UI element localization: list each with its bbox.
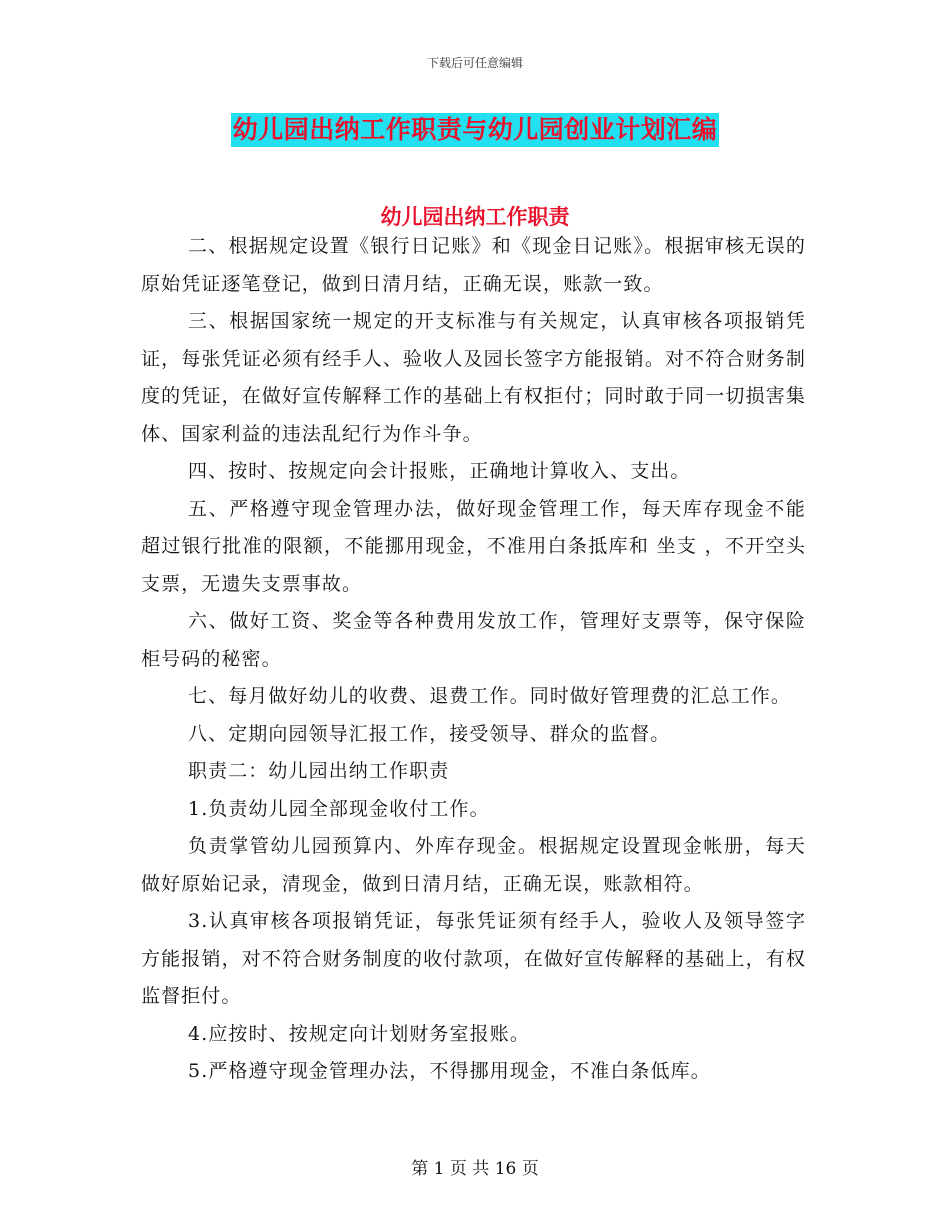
paragraph: 七、每月做好幼儿的收费、退费工作。同时做好管理费的汇总工作。 xyxy=(188,685,792,707)
paragraph: 二、根据规定设置《银行日记账》和《现金日记账》。根据审核无误的原始凭证逐笔登记，做到日清月结，正确无误，账款一致。 xyxy=(141,235,806,295)
page-footer: 第 1 页 共 16 页 xyxy=(411,1159,539,1179)
paragraph: 1.负责幼儿园全部现金收付工作。 xyxy=(188,797,490,820)
paragraph: 负责掌管幼儿园预算内、外库存现金。根据规定设置现金帐册，每天做好原始记录，清现金，做到日清月结，正确无误，账款相符。 xyxy=(141,835,806,895)
paragraph: 四、按时、按规定向会计报账，正确地计算收入、支出。 xyxy=(188,460,691,482)
paragraph: 5.严格遵守现金管理办法，不得挪用现金，不准白条低库。 xyxy=(188,1060,711,1082)
paragraph: 3.认真审核各项报销凭证，每张凭证须有经手人，验收人及领导签字方能报销，对不符合财务制度的收付款项，在做好宣传解释的基础上，有权监督拒付。 xyxy=(141,910,806,1007)
body-text xyxy=(141,228,806,1091)
document-title-block xyxy=(0,113,950,147)
section-heading: 幼儿园出纳工作职责 xyxy=(380,205,570,229)
paragraph: 职责二：幼儿园出纳工作职责 xyxy=(188,760,450,782)
paragraph: 六、做好工资、奖金等各种费用发放工作，管理好支票等，保守保险柜号码的秘密。 xyxy=(141,610,806,670)
header-note: 下载后可任意编辑 xyxy=(426,56,523,70)
paragraph: 五、严格遵守现金管理办法，做好现金管理工作，每天库存现金不能超过银行批准的限额，不能挪用现金，不准用白条抵库和 坐支 ，不开空头支票，无遗失支票事故。 xyxy=(141,497,806,595)
paragraph: 4.应按时、按规定向计划财务室报账。 xyxy=(188,1022,530,1045)
document-title: 幼儿园出纳工作职责与幼儿园创业计划汇编 xyxy=(231,113,720,147)
paragraph: 八、定期向园领导汇报工作，接受领导、群众的监督。 xyxy=(188,722,671,745)
paragraph: 三、根据国家统一规定的开支标准与有关规定，认真审核各项报销凭证，每张凭证必须有经手人、验收人及园长签字方能报销。对不符合财务制度的凭证，在做好宣传解释工作的基础上有权拒付；同时敢于同一切损害集体、国家利益的违法乱纪行为作斗争。 xyxy=(141,310,806,445)
